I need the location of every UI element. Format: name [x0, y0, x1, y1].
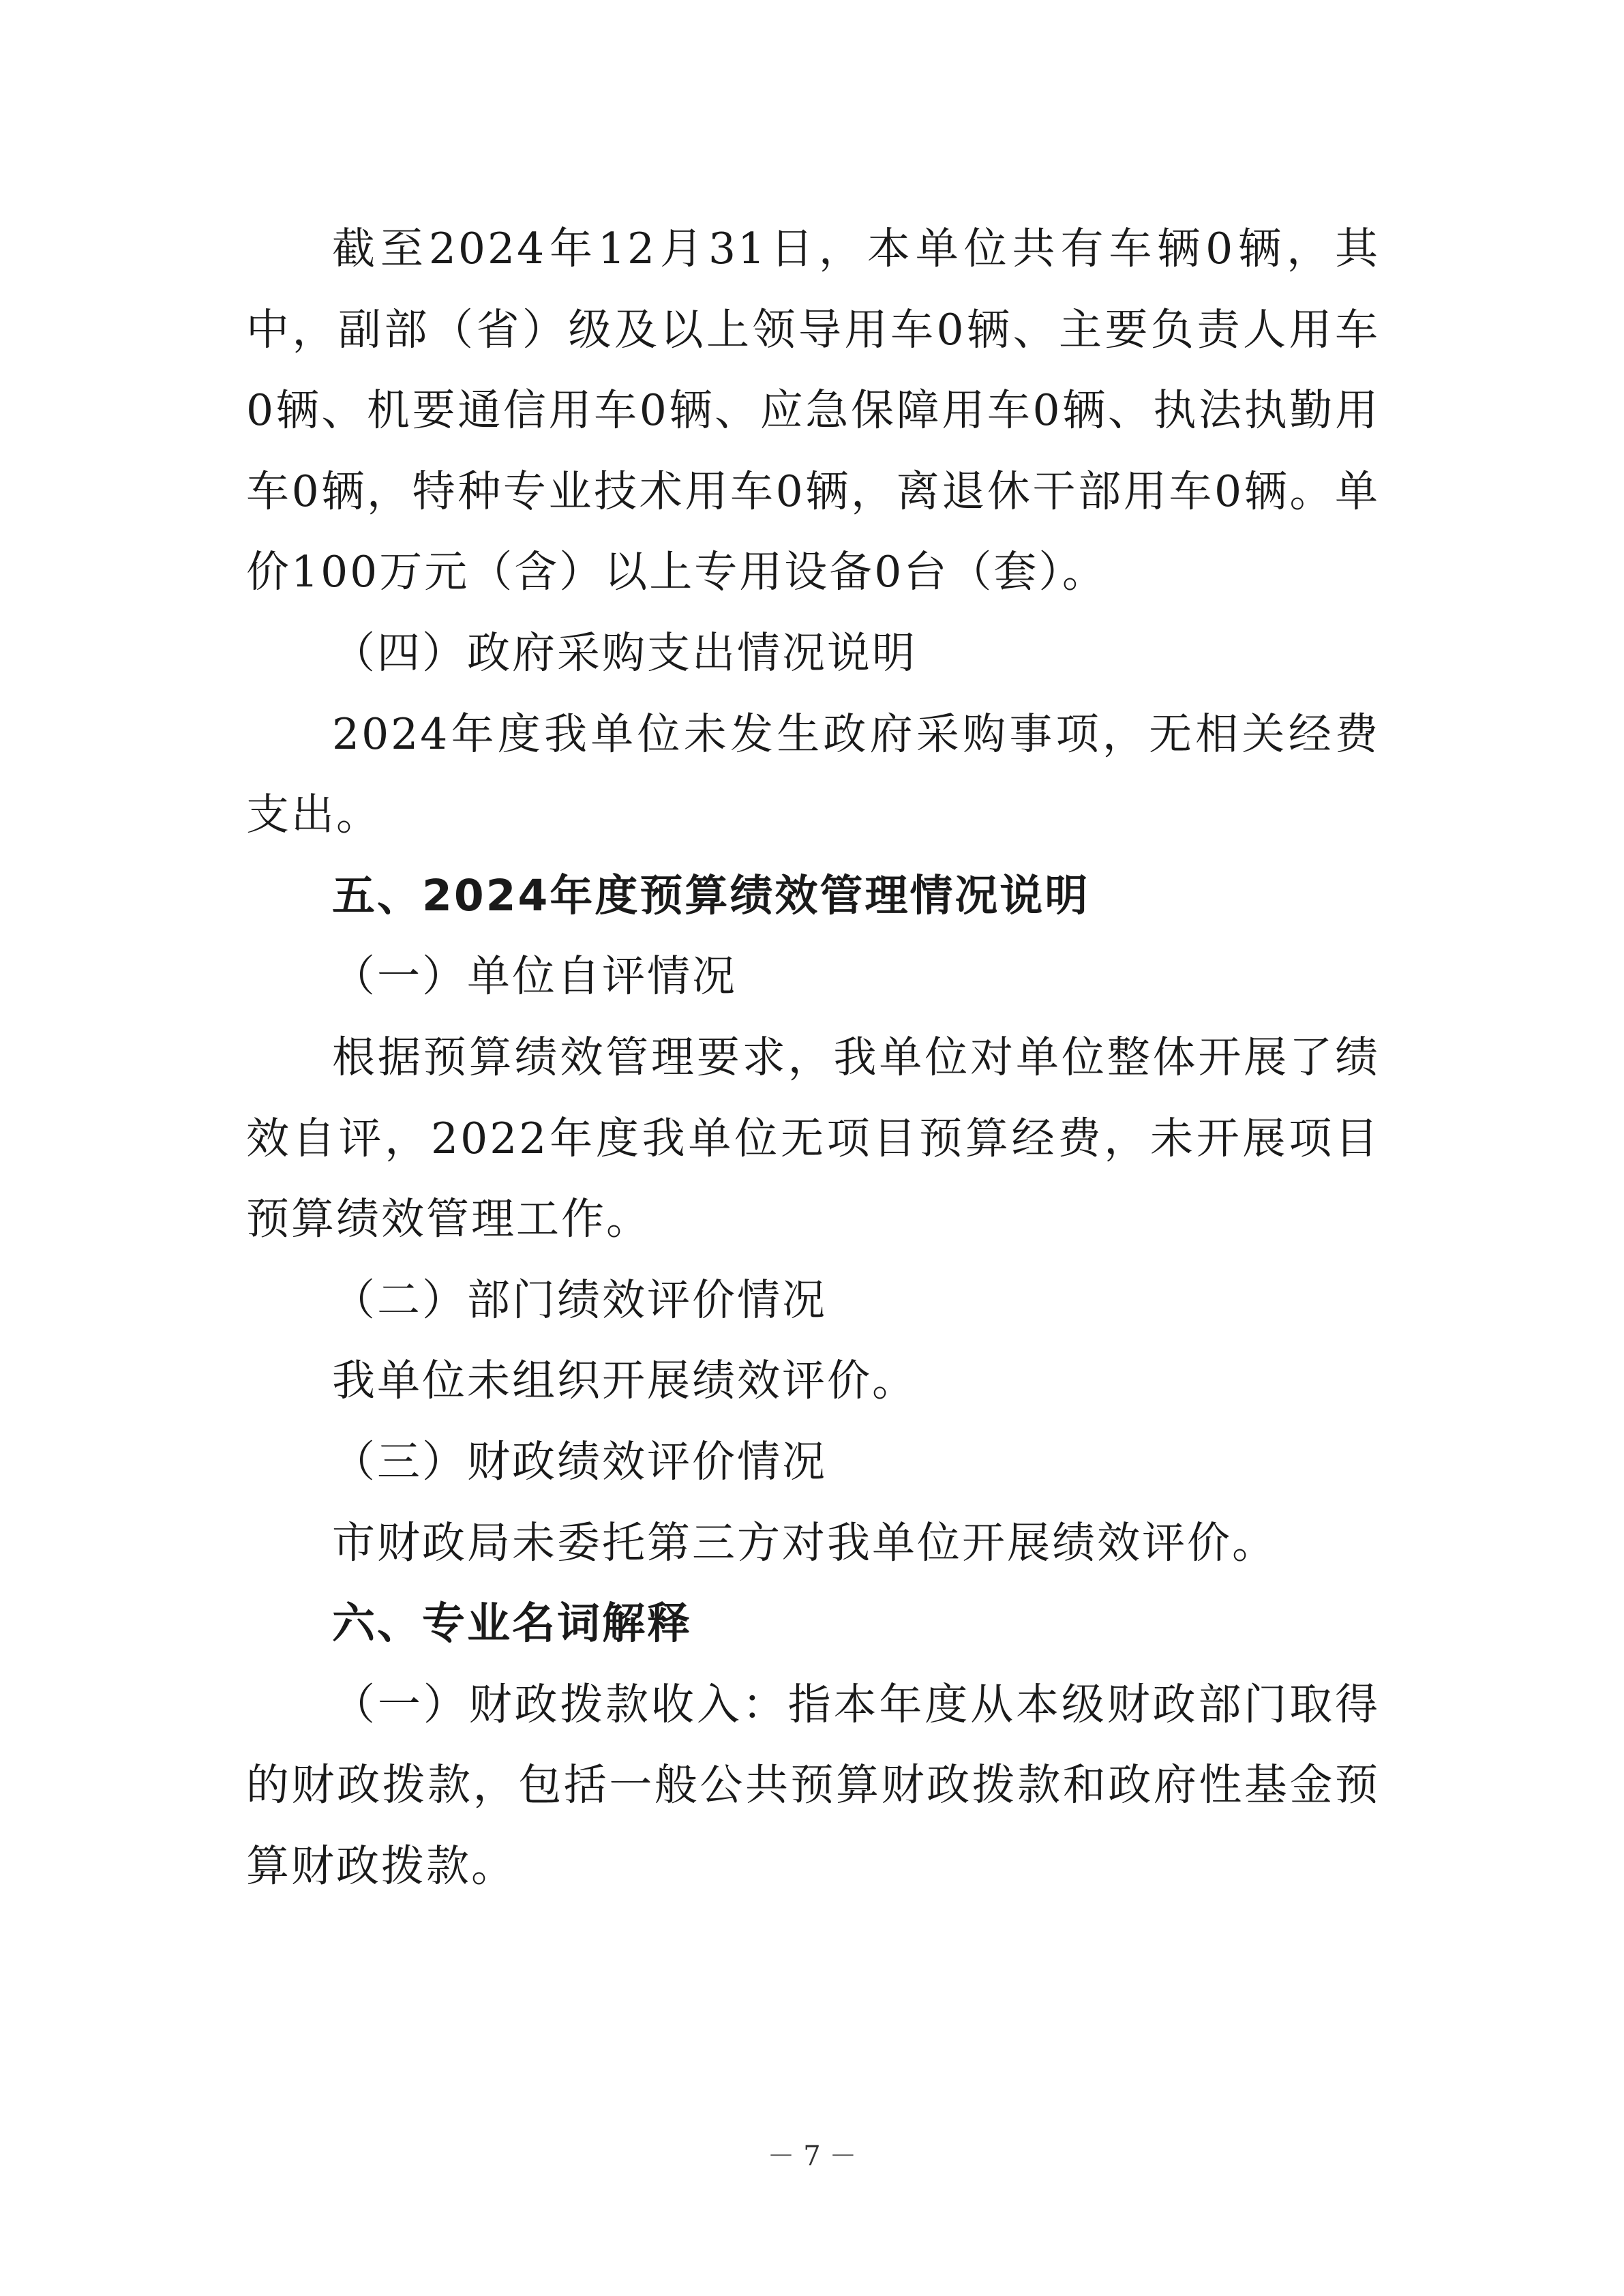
section5-heading: 五、2024年度预算绩效管理情况说明 — [332, 870, 1090, 921]
procurement-paragraph: 2024年度我单位未发生政府采购事项，无相关经费支出。 — [246, 709, 1380, 840]
dept-eval-heading: （二）部门绩效评价情况 — [332, 1274, 827, 1325]
self-eval-paragraph: 根据预算绩效管理要求，我单位对单位整体开展了绩效自评，2022年度我单位无项目预算经费，未开展项目预算绩效管理工作。 — [246, 1032, 1380, 1244]
term1-body: 指本年度从本级财政部门取得的财政拨款，包括一般公共预算财政拨款和政府性基金预算财政拨款。 — [246, 1679, 1381, 1891]
dept-eval-paragraph: 我单位未组织开展绩效评价。 — [332, 1356, 917, 1406]
self-eval-heading: （一）单位自评情况 — [332, 951, 737, 1002]
term1-label: （一）财政拨款收入： — [332, 1679, 788, 1729]
vehicles-paragraph: 截至2024年12月31日，本单位共有车辆0辆，其中，副部（省）级及以上领导用车0辆、主要负责人用车0辆、机要通信用车0辆、应急保障用车0辆、执法执勤用车0辆，特种专业技术用车0辆，离退休干部用车0辆。单价100万元（含）以上专用设备0台（套）。 — [246, 224, 1380, 597]
term1-paragraph — [246, 1665, 1380, 1907]
section6-heading: 六、专业名词解释 — [332, 1598, 692, 1649]
page-content — [246, 209, 1380, 1907]
fiscal-eval-heading: （三）财政绩效评价情况 — [332, 1436, 827, 1487]
procurement-heading: （四）政府采购支出情况说明 — [332, 627, 917, 678]
page-number: － 7 － — [767, 2141, 857, 2172]
fiscal-eval-paragraph: 市财政局未委托第三方对我单位开展绩效评价。 — [332, 1517, 1277, 1568]
